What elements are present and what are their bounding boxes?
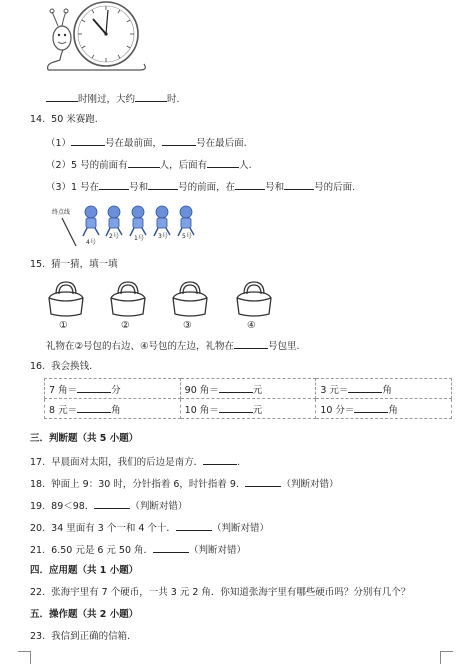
runner-number: 3号 [158,233,168,240]
bag-2-icon [111,282,145,316]
question-19: 19. 89＜98． （判断对错） [30,498,187,513]
answer-blank[interactable] [245,476,281,487]
bag-4-icon [237,282,271,316]
runner-number: 5号 [182,233,192,240]
bag-label: ① [59,320,68,331]
answer-blank[interactable] [219,402,253,413]
clock-question [46,91,180,106]
question-15-text: 礼物在②号包的右边、④号包的左边，礼物在 号包里. [46,338,300,353]
question-22: 22. 张海宇里有 7 个硬币，一共 3 元 2 角．你知道张海宇里有哪些硬币吗？分别有几个？ [30,587,411,598]
question-16-title: 16. 我会换钱. [30,361,93,372]
question-21: 21. 6.50 元是 6 元 50 角． （判断对错） [30,542,246,557]
answer-blank[interactable] [219,382,253,393]
section-3-heading: 三．判断题（共 5 小题） [30,433,139,444]
bag-label: ② [121,320,130,331]
section-5-heading: 五．操作题（共 2 小题） [30,609,139,620]
question-14-part2: （2）5 号的前面有 人，后面有 人. [46,157,252,172]
question-18: 18. 钟面上 9：30 时，分针指着 6，时针指着 9． （判断对错） [30,476,338,491]
answer-blank[interactable] [77,382,111,393]
answer-blank[interactable] [207,157,239,168]
table-cell: 3 元＝ 角 [316,379,452,399]
answer-blank[interactable] [348,382,382,393]
question-15-title: 15. 猜一猜，填一填 [30,259,118,270]
race-illustration [50,200,205,248]
answer-blank[interactable] [71,135,105,146]
snail-clock-illustration [44,0,154,78]
bag-label: ④ [247,320,256,331]
question-14-title: 14. 50 米赛跑. [30,114,98,125]
bag-3-icon [173,282,207,316]
answer-blank[interactable] [176,520,212,531]
question-14-part3: （3）1 号在 号和 号的前面，在 号和 号的后面. [46,179,355,194]
answer-blank[interactable] [46,91,78,102]
section-4-heading: 四．应用题（共 1 小题） [30,565,139,576]
answer-blank[interactable] [203,454,237,465]
answer-blank[interactable] [234,338,268,349]
page-corner-mark [440,651,453,664]
answer-blank[interactable] [94,498,130,509]
answer-blank[interactable] [128,157,160,168]
question-20: 20. 34 里面有 3 个一和 4 个十． （判断对错） [30,520,269,535]
runner-number: 1号 [134,235,144,242]
bags-illustration [44,276,284,334]
runner-number: 4号 [86,239,96,246]
answer-blank[interactable] [148,179,178,190]
table-cell: 8 元＝ 角 [45,399,181,419]
question-14-part1: （1） 号在最前面， 号在最后面. [46,135,247,150]
question-23: 23. 我信到正确的信箱． [30,631,137,642]
question-text: 时刚过，大约 [78,94,136,105]
answer-blank[interactable] [77,402,111,413]
page-corner-mark [18,651,31,664]
table-cell: 10 角＝ 元 [180,399,316,419]
bag-label: ③ [183,320,192,331]
question-text: 时. [167,94,180,105]
finish-line [62,218,76,246]
finish-line-label: 终点线 [52,209,71,216]
table-cell: 90 角＝ 元 [180,379,316,399]
runner-number: 2号 [109,233,119,240]
table-cell: 7 角＝ 分 [45,379,181,399]
answer-blank[interactable] [99,179,129,190]
money-exchange-table [44,378,452,419]
runner-4 [83,206,99,236]
table-row [45,399,452,419]
answer-blank[interactable] [162,135,196,146]
answer-blank[interactable] [354,402,388,413]
answer-blank[interactable] [235,179,265,190]
table-cell: 10 分＝ 角 [316,399,452,419]
question-17: 17. 早晨面对太阳，我们的后边是南方． . [30,454,240,469]
answer-blank[interactable] [153,542,189,553]
answer-blank[interactable] [135,91,167,102]
answer-blank[interactable] [284,179,314,190]
table-row [45,379,452,399]
bag-1-icon [49,282,83,316]
